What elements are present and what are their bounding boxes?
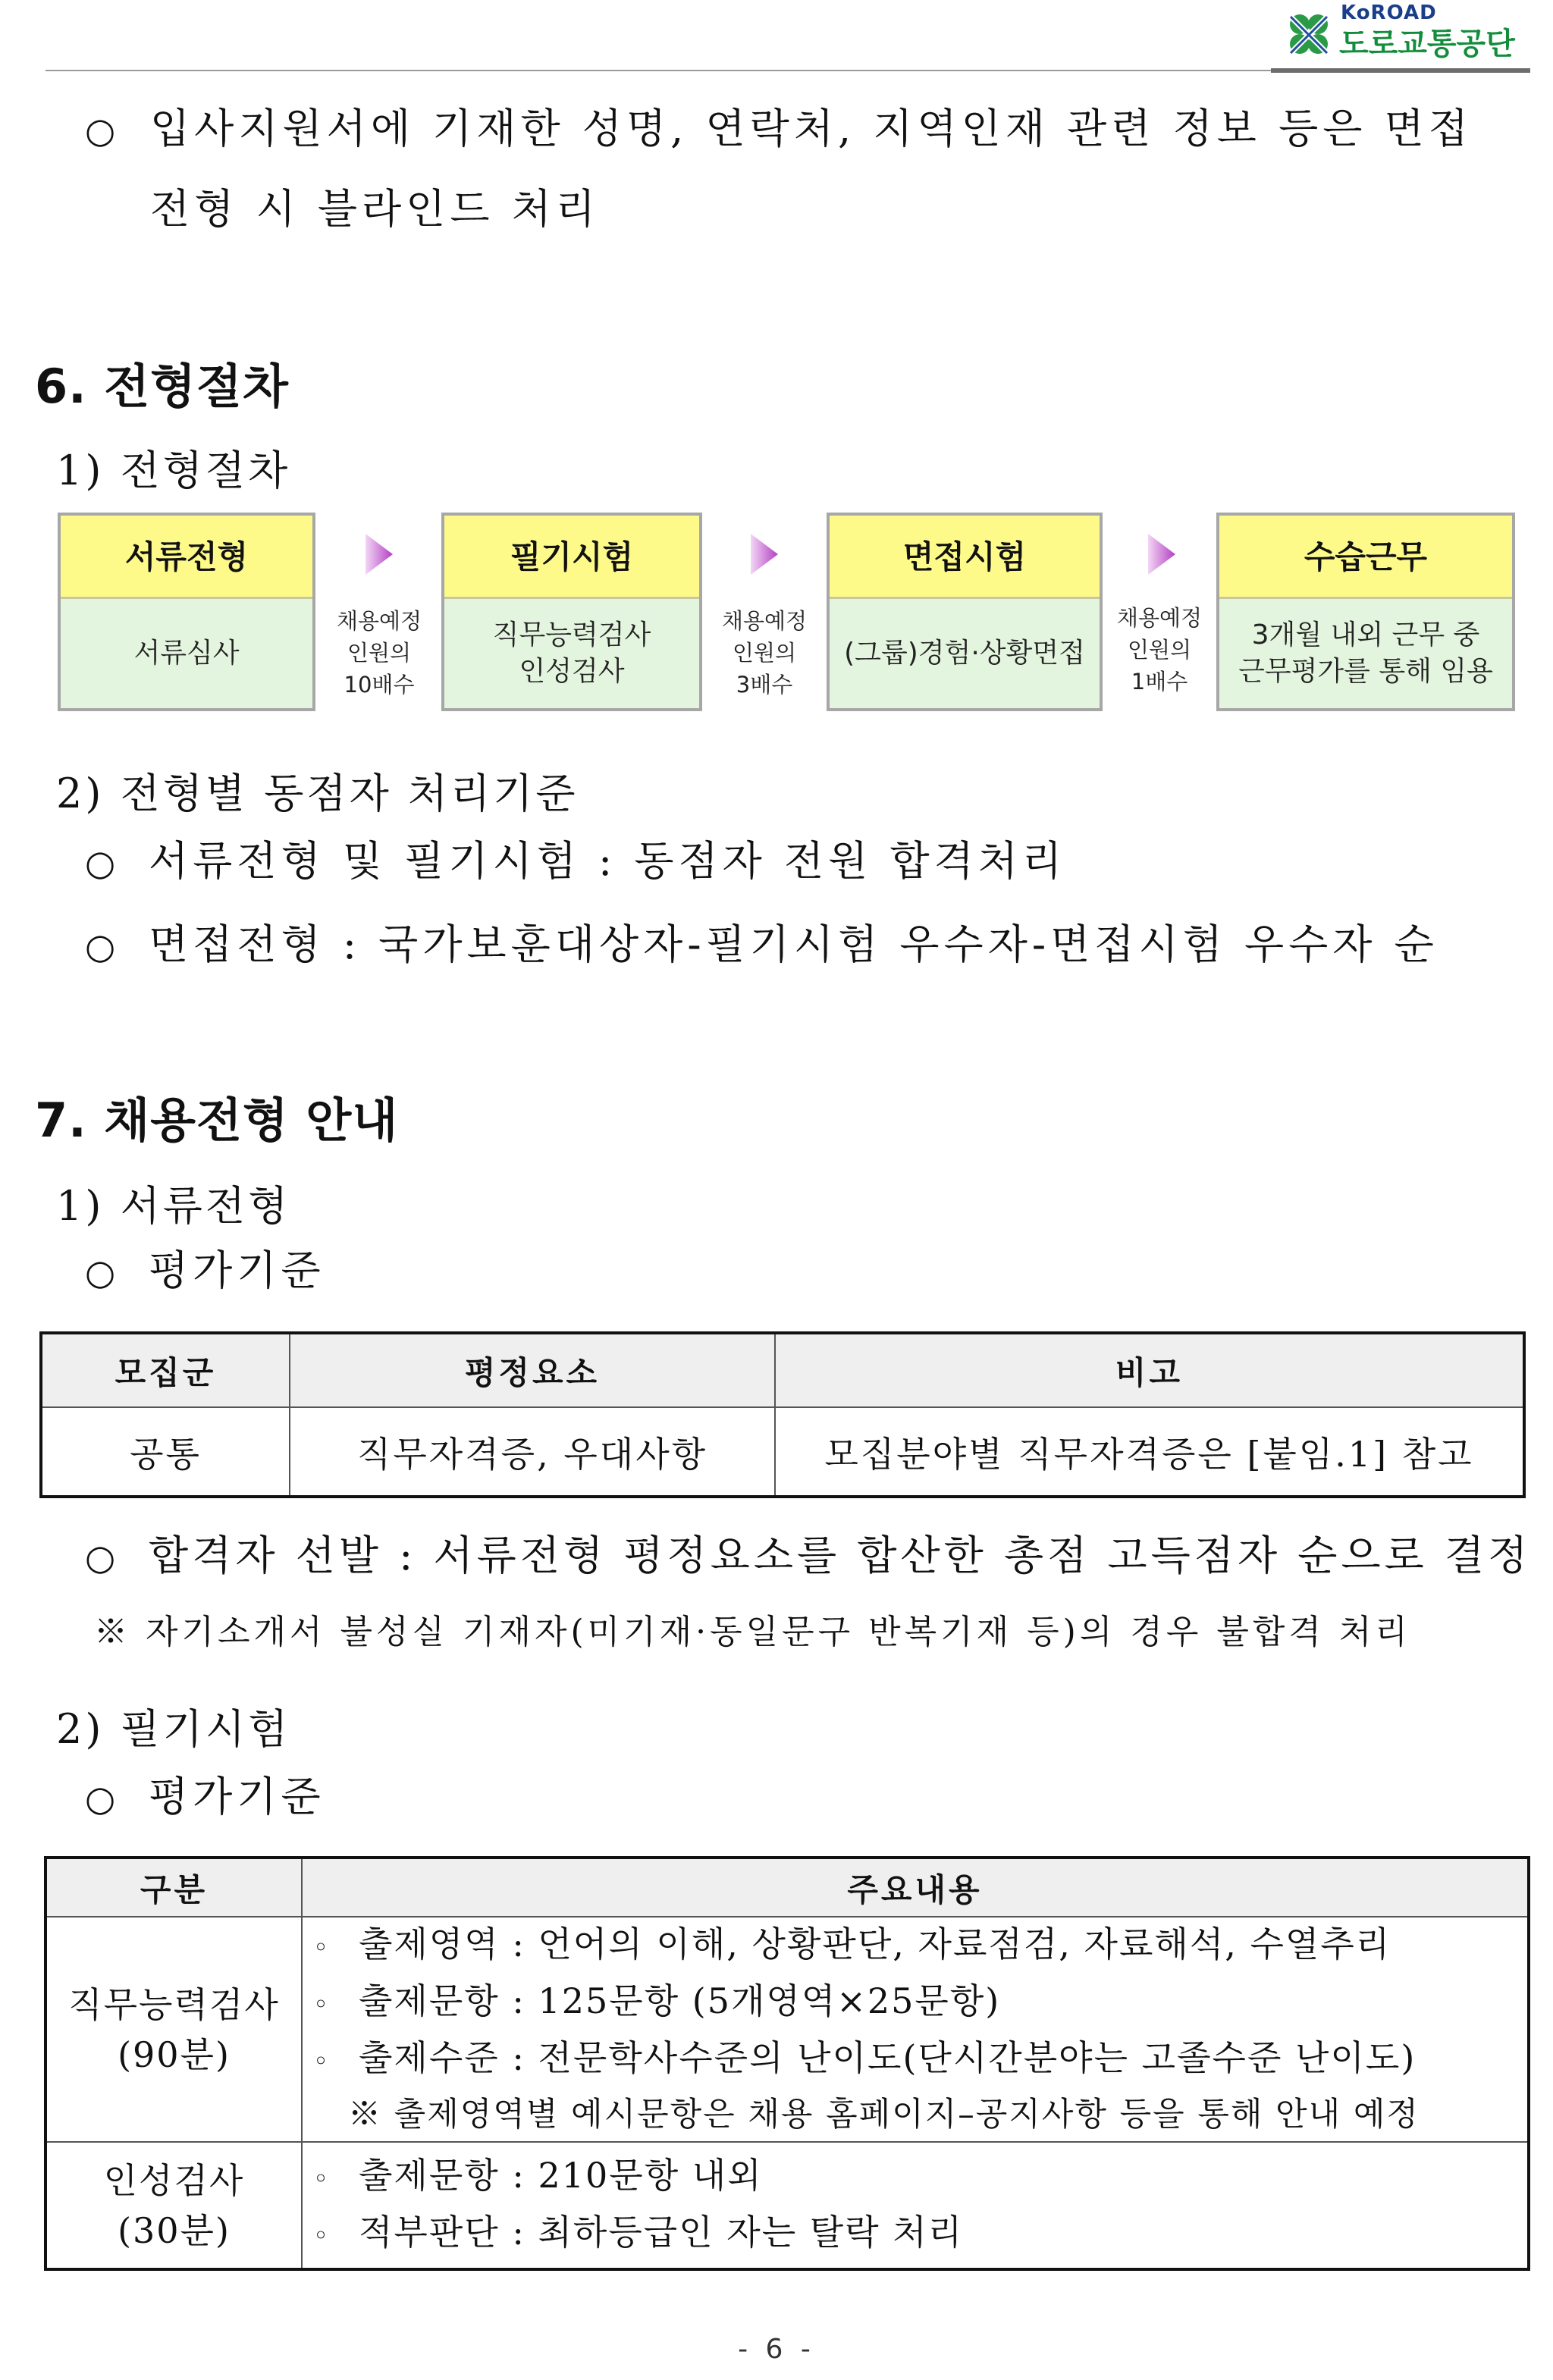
criteria-label: 평가기준 [149, 1773, 325, 1820]
category-duration: (90분) [118, 2034, 231, 2075]
table-header-cell: 비고 [775, 1333, 1524, 1407]
flow-step-probation [1216, 513, 1515, 711]
content-text: 적부판단 : 최하등급인 자는 탈락 처리 [359, 2211, 964, 2253]
table-header-row [41, 1333, 1524, 1407]
flow-step-head: 필기시험 [444, 516, 699, 599]
table-header-cell: 주요내용 [302, 1858, 1529, 1917]
flow-ratio-note [704, 605, 825, 701]
flow-arrow-icon [1144, 531, 1180, 578]
content-text: 출제수준 : 전문학사수준의 난이도(단시간분야는 고졸수준 난이도) [359, 2037, 1417, 2078]
intro-line-2: 전형 시 블라인드 처리 [150, 185, 600, 233]
bullet-marker: ○ [85, 110, 121, 151]
table-cell: 공통 [41, 1407, 290, 1497]
table-cell-content [302, 1917, 1529, 2142]
flow-note-line: 10배수 [344, 672, 415, 698]
logo-korean: 도로교통공단 [1339, 27, 1515, 61]
flow-ratio-note [1103, 602, 1216, 698]
table-cell: 직무자격증, 우대사항 [290, 1407, 775, 1497]
content-text: 출제영역 : 언어의 이해, 상황판단, 자료점검, 자료해석, 수열추리 [359, 1924, 1391, 1965]
document-criteria-table [39, 1331, 1526, 1498]
flow-step-body: 직무능력검사 [492, 619, 651, 651]
flow-note-line: 1배수 [1131, 669, 1188, 695]
tie-rule-1: 서류전형 및 필기시험 : 동점자 전원 합격처리 [149, 837, 1067, 885]
flow-step-head: 면접시험 [830, 516, 1100, 599]
tie-rule-2: 면접전형 : 국가보훈대상자-필기시험 우수자-면접시험 우수자 순 [149, 920, 1438, 968]
flow-note-line: 인원의 [347, 640, 412, 666]
flow-step-body: 3개월 내외 근무 중 [1251, 619, 1480, 651]
content-item [303, 1917, 1527, 1974]
flow-ratio-note [318, 605, 440, 701]
bullet-marker: ○ [85, 1778, 121, 1819]
page-number: - 6 - [738, 2334, 815, 2365]
flow-step-body: 서류심사 [133, 638, 240, 669]
flow-step-body: 인성검사 [519, 656, 625, 687]
section-6-sub1: 1) 전형절차 [56, 447, 291, 494]
flow-arrow-icon [361, 531, 397, 578]
table-row [45, 1917, 1529, 2142]
item-bullet: ◦ [313, 1990, 331, 2020]
section-7-sub2: 2) 필기시험 [56, 1705, 291, 1753]
content-item [303, 1974, 1527, 2031]
item-bullet: ◦ [313, 1933, 331, 1963]
flow-note-line: 채용예정 [1116, 605, 1203, 631]
table-cell-category [45, 2142, 302, 2269]
criteria-label: 평가기준 [149, 1246, 325, 1294]
table-cell: 모집분야별 직무자격증은 [붙임.1] 참고 [775, 1407, 1524, 1497]
content-text: 출제문항 : 125문항 (5개영역×25문항) [359, 1980, 1001, 2021]
table-header-cell: 모집군 [41, 1333, 290, 1407]
content-item [303, 2206, 1527, 2262]
flow-note-line: 3배수 [736, 672, 793, 698]
category-duration: (30분) [118, 2209, 231, 2251]
bullet-marker: ○ [85, 1252, 121, 1293]
table-row [45, 2142, 1529, 2269]
bullet-marker: ○ [85, 1537, 121, 1578]
flow-note-line: 인원의 [732, 640, 797, 666]
section-7-sub1: 1) 서류전형 [56, 1182, 291, 1230]
flow-step-body: (그룹)경험·상황면접 [844, 638, 1085, 669]
flow-step-head: 서류전형 [61, 516, 312, 599]
flow-step-head: 수습근무 [1219, 516, 1512, 599]
koroad-logo [1271, 0, 1538, 70]
item-bullet: ◦ [313, 2220, 331, 2251]
flow-step-body: 근무평가를 통해 임용 [1238, 656, 1493, 687]
table-header-row [45, 1858, 1529, 1917]
section-6-sub2: 2) 전형별 동점자 처리기준 [56, 770, 579, 817]
bullet-marker: ○ [85, 842, 121, 883]
intro-line-1: 입사지원서에 기재한 성명, 연락처, 지역인재 관련 정보 등은 면접 [150, 105, 1473, 152]
header-divider-accent [1271, 68, 1530, 73]
section-7-title: 7. 채용전형 안내 [35, 1093, 399, 1148]
item-bullet: ◦ [313, 2046, 331, 2077]
table-cell-content [302, 2142, 1529, 2269]
table-row [41, 1407, 1524, 1497]
flow-note-line: 채용예정 [336, 608, 422, 634]
flow-note-line: 인원의 [1127, 637, 1192, 663]
content-item [303, 2149, 1527, 2206]
content-note: ※ 출제영역별 예시문항은 채용 홈페이지–공지사항 등을 통해 안내 예정 [348, 2096, 1420, 2134]
table-header-cell: 구분 [45, 1858, 302, 1917]
content-text: 출제문항 : 210문항 내외 [359, 2154, 763, 2196]
item-bullet: ◦ [313, 2163, 331, 2194]
category-name: 직무능력검사 [68, 1983, 280, 2025]
flow-step-written [441, 513, 702, 711]
logo-english: KoROAD [1341, 2, 1437, 24]
flow-step-document [58, 513, 315, 711]
table-header-cell: 평정요소 [290, 1333, 775, 1407]
clover-icon [1283, 11, 1341, 61]
written-exam-table [44, 1856, 1530, 2271]
flow-note-line: 채용예정 [721, 608, 808, 634]
content-item [303, 2031, 1527, 2088]
doc-pass-rule: 합격자 선발 : 서류전형 평정요소를 합산한 총점 고득점자 순으로 결정 [149, 1532, 1532, 1579]
bullet-marker: ○ [85, 926, 121, 967]
section-6-title: 6. 전형절차 [35, 359, 289, 414]
table-cell-category [45, 1917, 302, 2142]
doc-note: ※ 자기소개서 불성실 기재자(미기재·동일문구 반복기재 등)의 경우 불합격 처리 [94, 1613, 1411, 1651]
category-name: 인성검사 [103, 2159, 245, 2201]
flow-arrow-icon [746, 531, 783, 578]
flow-step-interview [827, 513, 1103, 711]
